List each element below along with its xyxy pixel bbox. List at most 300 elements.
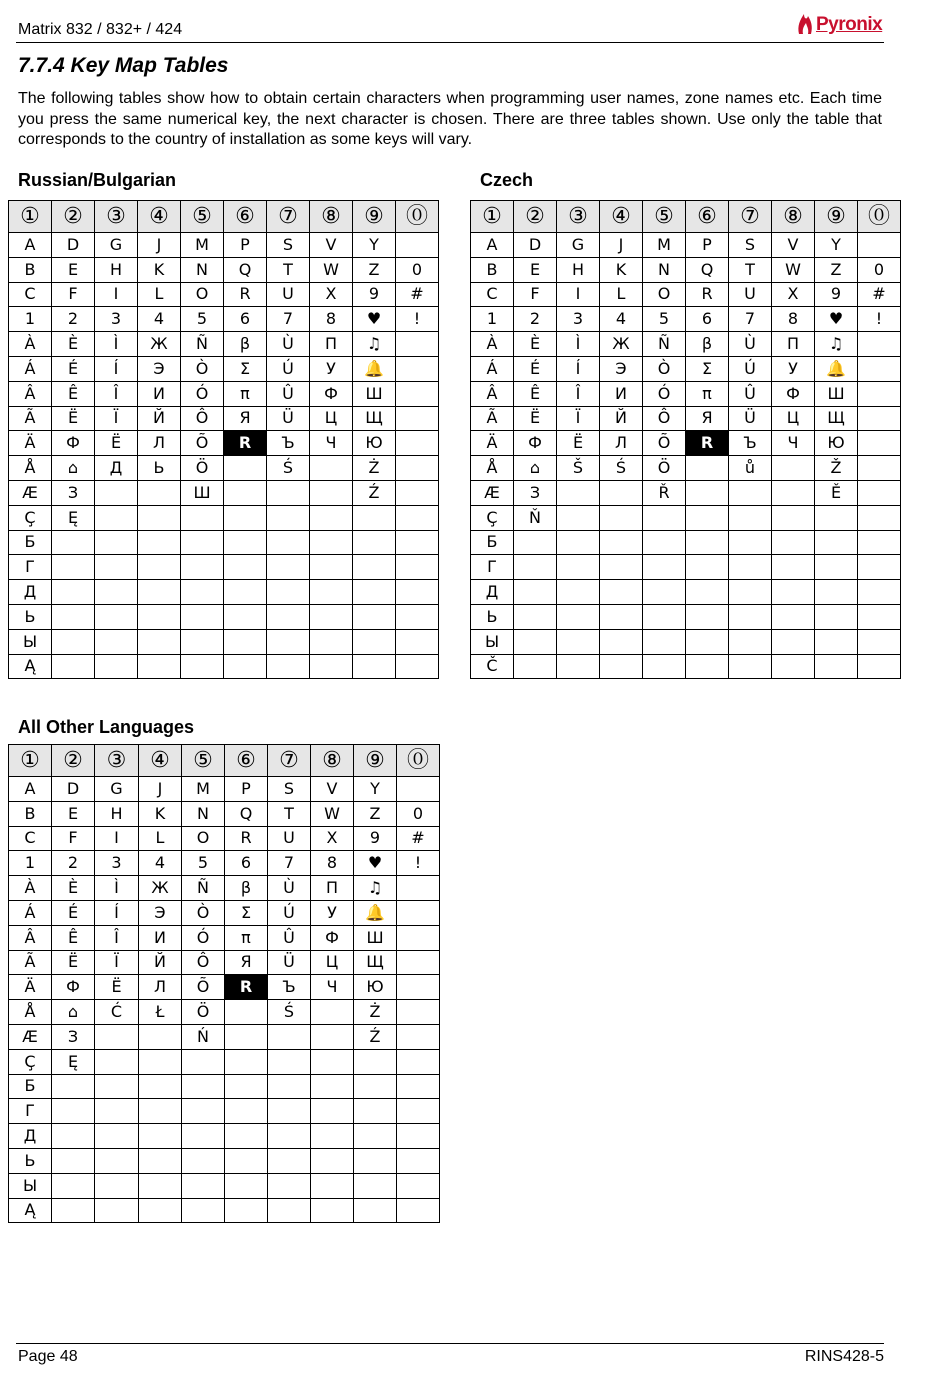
char-cell: Ã xyxy=(9,950,52,975)
table-row xyxy=(9,925,440,950)
table-row xyxy=(471,431,901,456)
char-cell: 6 xyxy=(686,307,729,332)
char-cell: β xyxy=(686,332,729,357)
char-cell xyxy=(396,654,439,679)
char-cell xyxy=(138,629,181,654)
char-cell xyxy=(514,604,557,629)
char-cell xyxy=(224,555,267,580)
char-cell: 🔔 xyxy=(815,356,858,381)
char-cell xyxy=(396,480,439,505)
char-cell xyxy=(354,1173,397,1198)
char-cell: Y xyxy=(354,777,397,802)
char-cell xyxy=(729,530,772,555)
char-cell xyxy=(397,1000,440,1025)
char-cell: 2 xyxy=(514,307,557,332)
char-cell xyxy=(224,629,267,654)
char-cell xyxy=(397,1198,440,1223)
char-cell xyxy=(858,530,901,555)
table-row xyxy=(9,654,439,679)
char-cell xyxy=(686,480,729,505)
char-cell: R xyxy=(224,282,267,307)
char-cell xyxy=(815,604,858,629)
char-cell: U xyxy=(267,282,310,307)
char-cell: ! xyxy=(858,307,901,332)
key-cell: ① xyxy=(9,201,52,233)
char-cell xyxy=(268,1049,311,1074)
char-cell: Я xyxy=(225,950,268,975)
char-cell xyxy=(600,480,643,505)
char-cell: Ê xyxy=(514,381,557,406)
char-cell: З xyxy=(52,1024,95,1049)
char-cell xyxy=(95,480,138,505)
char-cell xyxy=(182,1124,225,1149)
char-cell: 8 xyxy=(310,307,353,332)
char-cell: Z xyxy=(354,801,397,826)
char-cell xyxy=(858,629,901,654)
char-cell: Ź xyxy=(353,480,396,505)
char-cell xyxy=(396,555,439,580)
char-cell xyxy=(310,505,353,530)
table-row xyxy=(9,530,439,555)
char-cell xyxy=(138,480,181,505)
char-cell xyxy=(225,1173,268,1198)
char-cell xyxy=(396,233,439,258)
char-cell xyxy=(182,1049,225,1074)
char-cell: Ù xyxy=(729,332,772,357)
char-cell: Ì xyxy=(95,876,139,901)
char-cell: Я xyxy=(686,406,729,431)
char-cell: Ô xyxy=(182,950,225,975)
char-cell: 9 xyxy=(354,826,397,851)
table-row xyxy=(9,1099,440,1124)
char-cell: Ñ xyxy=(182,876,225,901)
char-cell: 5 xyxy=(643,307,686,332)
char-cell: A xyxy=(9,233,52,258)
char-cell xyxy=(310,530,353,555)
char-cell: Û xyxy=(267,381,310,406)
table-row xyxy=(9,1124,440,1149)
char-cell: V xyxy=(311,777,354,802)
char-cell xyxy=(353,604,396,629)
key-cell: ② xyxy=(52,745,95,777)
char-cell xyxy=(354,1074,397,1099)
char-cell xyxy=(311,1148,354,1173)
char-cell: Ë xyxy=(52,950,95,975)
table-row xyxy=(471,654,901,679)
table-row xyxy=(9,950,440,975)
char-cell xyxy=(396,580,439,605)
char-cell: P xyxy=(686,233,729,258)
char-cell: X xyxy=(310,282,353,307)
table-row xyxy=(9,282,439,307)
char-cell xyxy=(772,480,815,505)
char-cell: π xyxy=(686,381,729,406)
char-cell xyxy=(557,505,600,530)
key-map-table-russian-bulgarian xyxy=(8,200,439,679)
char-cell xyxy=(729,480,772,505)
char-cell xyxy=(181,530,224,555)
char-cell: Î xyxy=(95,925,139,950)
char-cell: Ô xyxy=(643,406,686,431)
char-cell xyxy=(95,1198,139,1223)
char-cell: R xyxy=(225,975,268,1000)
char-cell: À xyxy=(9,876,52,901)
key-cell: ⑦ xyxy=(267,201,310,233)
key-cell: ④ xyxy=(600,201,643,233)
footer-rule xyxy=(16,1343,884,1344)
key-row xyxy=(471,201,901,233)
char-cell: Ö xyxy=(181,456,224,481)
char-cell: Ъ xyxy=(268,975,311,1000)
char-cell xyxy=(95,555,138,580)
char-cell xyxy=(138,505,181,530)
table-row xyxy=(9,505,439,530)
char-cell xyxy=(95,530,138,555)
char-cell: π xyxy=(224,381,267,406)
char-cell xyxy=(815,654,858,679)
char-cell: Й xyxy=(600,406,643,431)
char-cell xyxy=(138,555,181,580)
char-cell xyxy=(268,1148,311,1173)
char-cell xyxy=(686,629,729,654)
char-cell: L xyxy=(139,826,182,851)
char-cell xyxy=(182,1074,225,1099)
table-row xyxy=(9,629,439,654)
char-cell: Ж xyxy=(138,332,181,357)
char-cell: R xyxy=(686,282,729,307)
char-cell: Á xyxy=(471,356,514,381)
char-cell xyxy=(95,580,138,605)
char-cell: ⌂ xyxy=(514,456,557,481)
char-cell: 🔔 xyxy=(353,356,396,381)
char-cell xyxy=(181,654,224,679)
char-cell: ♫ xyxy=(353,332,396,357)
char-cell: É xyxy=(52,900,95,925)
char-cell xyxy=(686,654,729,679)
char-cell xyxy=(397,925,440,950)
table-row xyxy=(471,629,901,654)
char-cell: ⌂ xyxy=(52,456,95,481)
char-cell: Ч xyxy=(310,431,353,456)
char-cell: Э xyxy=(139,900,182,925)
char-cell xyxy=(686,555,729,580)
char-cell xyxy=(182,1148,225,1173)
char-cell xyxy=(182,1099,225,1124)
char-cell: Ř xyxy=(643,480,686,505)
key-cell: ⑥ xyxy=(225,745,268,777)
char-cell: Ö xyxy=(182,1000,225,1025)
char-cell: Ъ xyxy=(267,431,310,456)
char-cell: Ñ xyxy=(181,332,224,357)
char-cell: Ç xyxy=(9,505,52,530)
char-cell: Σ xyxy=(686,356,729,381)
char-cell: Ô xyxy=(181,406,224,431)
char-cell: Щ xyxy=(354,950,397,975)
char-cell: Ç xyxy=(471,505,514,530)
char-cell: # xyxy=(858,282,901,307)
char-cell: U xyxy=(729,282,772,307)
char-cell xyxy=(396,530,439,555)
char-cell: Q xyxy=(224,257,267,282)
char-cell: ♥ xyxy=(353,307,396,332)
char-cell xyxy=(181,505,224,530)
char-cell: Ё xyxy=(557,431,600,456)
key-cell: ① xyxy=(471,201,514,233)
key-cell: ⑨ xyxy=(353,201,396,233)
char-cell: Ó xyxy=(643,381,686,406)
char-cell: Σ xyxy=(225,900,268,925)
table-row xyxy=(471,282,901,307)
char-cell: T xyxy=(267,257,310,282)
char-cell xyxy=(729,629,772,654)
char-cell xyxy=(397,950,440,975)
char-cell: 7 xyxy=(729,307,772,332)
table-row xyxy=(471,356,901,381)
char-cell: E xyxy=(514,257,557,282)
char-cell: 8 xyxy=(311,851,354,876)
char-cell: É xyxy=(52,356,95,381)
char-cell: У xyxy=(772,356,815,381)
char-cell: Î xyxy=(95,381,138,406)
char-cell: S xyxy=(268,777,311,802)
char-cell: Σ xyxy=(224,356,267,381)
char-cell xyxy=(354,1124,397,1149)
table-row xyxy=(471,406,901,431)
char-cell: 2 xyxy=(52,307,95,332)
char-cell: J xyxy=(139,777,182,802)
table-row xyxy=(471,555,901,580)
char-cell: Î xyxy=(557,381,600,406)
key-cell: ② xyxy=(514,201,557,233)
char-cell xyxy=(686,580,729,605)
table-row xyxy=(9,257,439,282)
char-cell xyxy=(95,1173,139,1198)
char-cell xyxy=(353,555,396,580)
char-cell xyxy=(396,356,439,381)
char-cell xyxy=(52,530,95,555)
char-cell xyxy=(95,1024,139,1049)
char-cell xyxy=(311,1198,354,1223)
char-cell xyxy=(267,654,310,679)
char-cell xyxy=(772,604,815,629)
char-cell xyxy=(225,1124,268,1149)
char-cell: Г xyxy=(9,555,52,580)
char-cell: Ś xyxy=(267,456,310,481)
char-cell: Д xyxy=(95,456,138,481)
char-cell: Ã xyxy=(471,406,514,431)
char-cell xyxy=(139,1049,182,1074)
char-cell xyxy=(858,406,901,431)
key-cell: ④ xyxy=(138,201,181,233)
char-cell xyxy=(858,505,901,530)
char-cell xyxy=(815,580,858,605)
char-cell: ⌂ xyxy=(52,1000,95,1025)
char-cell: Щ xyxy=(353,406,396,431)
char-cell: Ż xyxy=(353,456,396,481)
char-cell: Я xyxy=(224,406,267,431)
table-row xyxy=(9,876,440,901)
char-cell: Л xyxy=(139,975,182,1000)
header-title: Matrix 832 / 832+ / 424 xyxy=(18,21,183,38)
char-cell: R xyxy=(686,431,729,456)
char-cell: β xyxy=(225,876,268,901)
char-cell: K xyxy=(139,801,182,826)
char-cell: Ä xyxy=(9,431,52,456)
char-cell xyxy=(600,604,643,629)
char-cell: Æ xyxy=(471,480,514,505)
char-cell xyxy=(311,1173,354,1198)
table-row xyxy=(9,233,439,258)
char-cell: Ó xyxy=(182,925,225,950)
char-cell: Ъ xyxy=(729,431,772,456)
char-cell: D xyxy=(52,233,95,258)
char-cell: C xyxy=(471,282,514,307)
char-cell xyxy=(310,480,353,505)
char-cell: L xyxy=(600,282,643,307)
char-cell xyxy=(181,580,224,605)
char-cell: U xyxy=(268,826,311,851)
char-cell xyxy=(600,530,643,555)
char-cell: W xyxy=(311,801,354,826)
char-cell xyxy=(225,1049,268,1074)
char-cell: Ф xyxy=(514,431,557,456)
char-cell xyxy=(397,1148,440,1173)
char-cell: 4 xyxy=(600,307,643,332)
table-row xyxy=(9,777,440,802)
char-cell xyxy=(600,505,643,530)
char-cell xyxy=(686,505,729,530)
char-cell xyxy=(225,1074,268,1099)
char-cell: S xyxy=(729,233,772,258)
char-cell: Ć xyxy=(95,1000,139,1025)
key-cell: ⑧ xyxy=(310,201,353,233)
char-cell xyxy=(514,629,557,654)
char-cell xyxy=(310,555,353,580)
char-cell: Ь xyxy=(9,1148,52,1173)
char-cell: I xyxy=(95,826,139,851)
char-cell: Ã xyxy=(9,406,52,431)
char-cell: Ò xyxy=(643,356,686,381)
char-cell: Û xyxy=(729,381,772,406)
char-cell: N xyxy=(643,257,686,282)
char-cell xyxy=(397,1124,440,1149)
key-map-table-czech xyxy=(470,200,901,679)
char-cell: T xyxy=(268,801,311,826)
char-cell: Л xyxy=(600,431,643,456)
key-cell: ⑤ xyxy=(181,201,224,233)
char-cell xyxy=(353,580,396,605)
char-cell: Ą xyxy=(9,654,52,679)
char-cell: П xyxy=(310,332,353,357)
char-cell: 8 xyxy=(772,307,815,332)
char-cell: Ю xyxy=(815,431,858,456)
char-cell: À xyxy=(9,332,52,357)
char-cell: Г xyxy=(9,1099,52,1124)
char-cell: Ü xyxy=(268,950,311,975)
char-cell xyxy=(95,1124,139,1149)
char-cell xyxy=(95,629,138,654)
table-row xyxy=(9,900,440,925)
char-cell xyxy=(557,530,600,555)
char-cell: У xyxy=(311,900,354,925)
char-cell xyxy=(139,1198,182,1223)
char-cell: Ë xyxy=(514,406,557,431)
char-cell xyxy=(686,530,729,555)
char-cell: Д xyxy=(9,1124,52,1149)
char-cell xyxy=(310,604,353,629)
char-cell: A xyxy=(471,233,514,258)
char-cell: 1 xyxy=(9,851,52,876)
char-cell xyxy=(52,580,95,605)
char-cell: Д xyxy=(471,580,514,605)
char-cell: Ü xyxy=(729,406,772,431)
char-cell xyxy=(772,505,815,530)
char-cell: Ä xyxy=(471,431,514,456)
char-cell xyxy=(52,1148,95,1173)
char-cell: Y xyxy=(815,233,858,258)
char-cell: Й xyxy=(138,406,181,431)
char-cell: H xyxy=(95,801,139,826)
char-cell: Å xyxy=(471,456,514,481)
char-cell xyxy=(557,629,600,654)
char-cell xyxy=(139,1074,182,1099)
char-cell xyxy=(396,381,439,406)
char-cell: ♥ xyxy=(815,307,858,332)
table-row xyxy=(471,530,901,555)
char-cell: L xyxy=(138,282,181,307)
char-cell: ♥ xyxy=(354,851,397,876)
char-cell: D xyxy=(514,233,557,258)
char-cell: K xyxy=(138,257,181,282)
char-cell: 2 xyxy=(52,851,95,876)
char-cell: П xyxy=(772,332,815,357)
char-cell: Ë xyxy=(52,406,95,431)
char-cell: Ï xyxy=(95,406,138,431)
char-cell: З xyxy=(52,480,95,505)
char-cell xyxy=(52,555,95,580)
char-cell xyxy=(268,1074,311,1099)
char-cell xyxy=(858,356,901,381)
char-cell xyxy=(310,456,353,481)
char-cell xyxy=(311,1000,354,1025)
char-cell: 6 xyxy=(224,307,267,332)
table-row xyxy=(9,851,440,876)
char-cell xyxy=(858,233,901,258)
char-cell xyxy=(267,505,310,530)
char-cell xyxy=(353,654,396,679)
char-cell: Ě xyxy=(815,480,858,505)
char-cell xyxy=(268,1124,311,1149)
char-cell: Ň xyxy=(514,505,557,530)
table-row xyxy=(471,307,901,332)
char-cell xyxy=(858,431,901,456)
char-cell: O xyxy=(643,282,686,307)
char-cell xyxy=(729,654,772,679)
char-cell: H xyxy=(557,257,600,282)
char-cell xyxy=(181,555,224,580)
char-cell xyxy=(557,580,600,605)
char-cell xyxy=(353,530,396,555)
char-cell: Ê xyxy=(52,925,95,950)
char-cell: M xyxy=(182,777,225,802)
char-cell: Ñ xyxy=(643,332,686,357)
char-cell xyxy=(95,1099,139,1124)
char-cell xyxy=(267,530,310,555)
char-cell: Z xyxy=(815,257,858,282)
char-cell: Ú xyxy=(729,356,772,381)
char-cell xyxy=(772,629,815,654)
char-cell xyxy=(138,654,181,679)
